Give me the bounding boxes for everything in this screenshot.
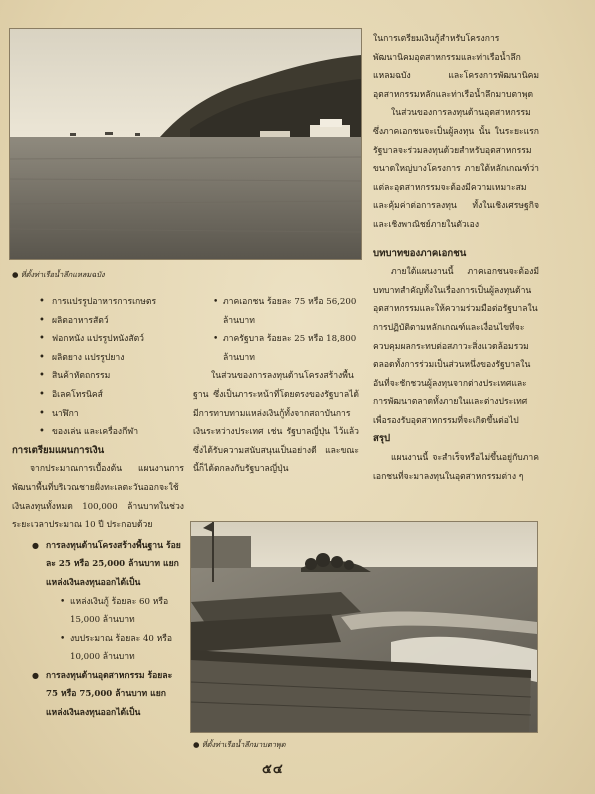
industry-investment-title: การลงทุนด้านอุตสาหกรรม ร้อยละ 75 หรือ 75,000 ล้านบาท แยกแหล่งเงินลงทุนออกได้เป็น [46, 670, 173, 719]
infra-paragraph: ในส่วนของการลงทุนด้านโครงสร้างพื้นฐาน ซึ่งเป็นภาระหน้าที่โดยตรงของรัฐบาลได้มีการทาบทามแหล่งเงินกู้ทั้งจากสถาบันการเงินระหว่างประเทศ เช่น รัฐบาลญี่ปุ่น ไว้แล้ว ซึ่งได้รับความสนับสนุนเป็นอย่างดี และขณะนี้ก็ได้ตกลงกับรัฐบาลญี่ปุ่น [193, 371, 359, 475]
list-item: • งบประมาณ ร้อยละ 40 หรือ 10,000 ล้านบาท [60, 630, 184, 667]
photo1-caption-text: ที่ตั้งท่าเรือน้ำลึกแหลมฉบัง [20, 270, 105, 279]
infra-investment-title: การลงทุนด้านโครงสร้างพื้นฐาน ร้อยละ 25 หรือ 25,000 ล้านบาท แยกแหล่งเงินลงทุนออกได้เป็น [46, 540, 181, 588]
list-item: • สินค้าหัตถกรรม [38, 367, 184, 386]
industry-list [12, 293, 184, 442]
photo2-caption-text: ที่ตั้งท่าเรือน้ำลึกมาบตาพุด [201, 740, 286, 749]
right-paragraph-2: ในส่วนของการลงทุนด้านอุตสาหกรรมซึ่งภาคเอกชนจะเป็นผู้ลงทุน นั้น ในระยะแรกรัฐบาลจะร่วมลงทุนด้วยสำหรับอุตสาหกรรมขนาดใหญ่บางโครงการ ภายใต้หลักเกณฑ์ว่าแต่ละอุตสาหกรรมจะต้องมีความเหมาะสมและคุ้มค่าต่อการลงทุน ทั้งในเชิงเศรษฐกิจและเชิงพาณิชย์ภายในตัวเอง [373, 108, 539, 230]
bullet-marker: ● [12, 270, 21, 279]
map-ta-phut-photo [190, 521, 538, 733]
summary-heading: สรุป [373, 433, 391, 445]
bullet-marker: ● [193, 740, 202, 749]
list-item: • แหล่งเงินกู้ ร้อยละ 60 หรือ 15,000 ล้านบาท [60, 593, 184, 630]
right-paragraph-1: ในการเตรียมเงินกู้สำหรับโครงการพัฒนานิคมอุตสาหกรรมและท่าเรือน้ำลึกแหลมฉบัง และโครงการพัฒนานิคมอุตสาหกรรมหลักและท่าเรือน้ำลึกมาบตาพุด [373, 34, 539, 100]
list-item: • ภาครัฐบาล ร้อยละ 25 หรือ 18,800 ล้านบาท [213, 330, 359, 367]
list-item: • ผลิตอาหารสัตว์ [38, 312, 184, 331]
list-item: • ฟอกหนัง แปรรูปหนังสัตว์ [38, 330, 184, 349]
page-number: ๕๔ [262, 762, 284, 777]
laem-chabang-photo [9, 28, 362, 260]
right-paragraph-3: ภายใต้แผนงานนี้ ภาคเอกชนจะต้องมีบทบาทสำคัญทั้งในเรื่องการเป็นผู้ลงทุนด้านอุตสาหกรรมและให้ความร่วมมือต่อรัฐบาลในการปฏิบัติตามหลักเกณฑ์และเงื่อนไขที่จะควบคุมผลกระทบต่อสภาวะสิ่งแวดล้อมรวมตลอดทั้งการร่วมเป็นส่วนหนึ่งของรัฐบาลในอันที่จะชักชวนผู้ลงทุนจากต่างประเทศและการพัฒนาตลาดทั้งภายในและต่างประเทศเพื่อรองรับอุตสาหกรรมที่จะเกิดขึ้นต่อไป [373, 267, 539, 426]
investment-list [12, 537, 184, 723]
middle-column [193, 293, 359, 479]
right-paragraph-4: แผนงานนี้ จะสำเร็จหรือไม่ขึ้นอยู่กับภาคเอกชนที่จะมาลงทุนในอุตสาหกรรมต่าง ๆ [373, 453, 539, 482]
left-column [12, 293, 184, 723]
list-item: • ภาคเอกชน ร้อยละ 75 หรือ 56,200 ล้านบาท [213, 293, 359, 330]
photo1-caption [12, 270, 212, 280]
funding-paragraph: จากประมาณการเบื้องต้น แผนงานการพัฒนาพื้นที่บริเวณชายฝั่งทะเลตะวันออกจะใช้เงินลงทุนทั้งหมด 100,000 ล้านบาทในช่วงระยะเวลาประมาณ 10 ปี ประกอบด้วย [12, 464, 184, 531]
list-item: • การแปรรูปอาหารการเกษตร [38, 293, 184, 312]
list-item: • ผลิตยาง แปรรูปยาง [38, 349, 184, 368]
infra-sources-list [46, 593, 184, 667]
private-sector-heading: บทบาทของภาคเอกชน [373, 247, 467, 259]
funding-heading: การเตรียมแผนการเงิน [12, 444, 105, 456]
right-column [373, 30, 539, 486]
list-item: • ของเล่น และเครื่องกีฬา [38, 423, 184, 442]
industry-sources-list [193, 293, 359, 367]
infra-investment-item [32, 537, 184, 667]
industry-investment-item [32, 667, 184, 723]
list-item: • อิเลคโทรนิคส์ [38, 386, 184, 405]
list-item: • นาฬิกา [38, 405, 184, 424]
photo2-caption [193, 740, 393, 750]
